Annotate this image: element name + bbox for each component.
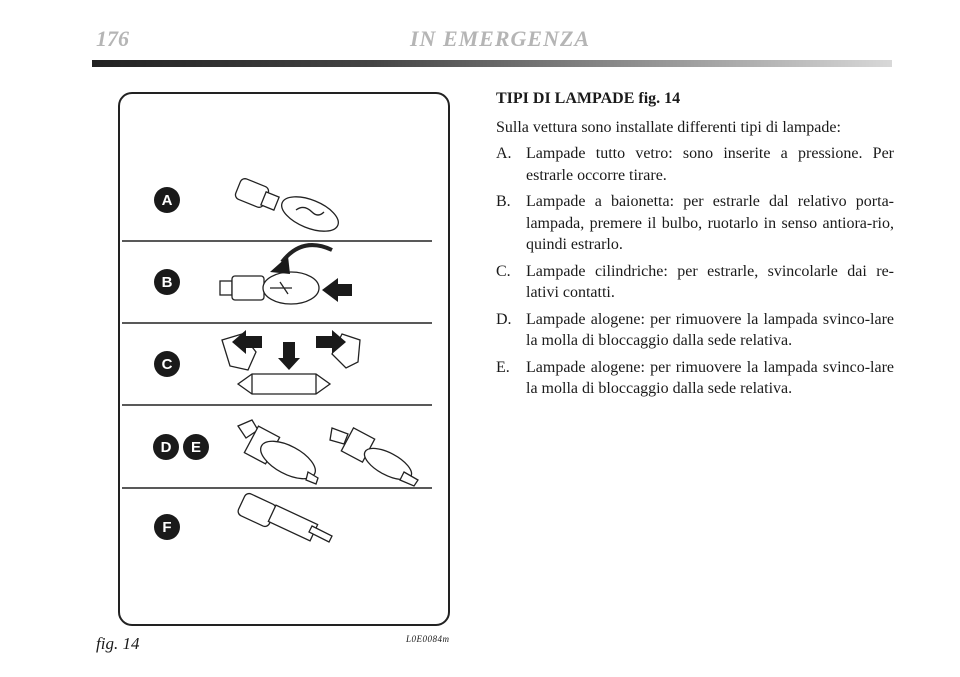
- list-item-label: D.: [496, 310, 512, 328]
- label-d-badge: [153, 434, 179, 460]
- label-b: B: [161, 274, 173, 291]
- bulb-a-wedge-icon: [234, 177, 343, 238]
- label-a: A: [161, 192, 173, 209]
- label-e-badge: [183, 434, 209, 460]
- page-number: 176: [96, 26, 129, 51]
- list-item-label: A.: [496, 145, 512, 162]
- bulb-e-halogen-icon: [330, 428, 418, 486]
- list-item: [496, 143, 894, 186]
- label-e: E: [190, 439, 202, 456]
- figure-frame: [118, 92, 450, 626]
- list-item-label: C.: [496, 262, 511, 280]
- figure-caption: fig. 14: [96, 634, 140, 653]
- push-arrow-icon: [322, 278, 338, 302]
- rotate-arrow-icon: [282, 245, 332, 262]
- header-rule: [92, 60, 892, 67]
- list-item: [496, 191, 894, 256]
- bulb-f-xenon-icon: [237, 492, 332, 542]
- list-item-label: E.: [496, 358, 510, 376]
- label-f-badge: [154, 514, 180, 540]
- section-title: IN EMERGENZA: [410, 26, 591, 51]
- label-a-badge: [154, 187, 180, 213]
- list-item: [496, 309, 894, 352]
- list-item-text: Lampade tutto vetro: sono inserite a pressione. Per estrarle occorre tirare.: [526, 145, 894, 184]
- list-item: [496, 357, 894, 400]
- label-d: D: [160, 439, 172, 456]
- list-item-text: Lampade alogene: per rimuovere la lampada svinco-lare la molla di bloccaggio dalla sede relativa.: [526, 310, 894, 349]
- bulb-b-bayonet-icon: [220, 272, 319, 304]
- label-f: F: [162, 519, 172, 536]
- label-c-badge: [154, 351, 180, 377]
- list-item: [496, 261, 894, 304]
- list-item-label: B.: [496, 193, 511, 210]
- list-item-text: Lampade a baionetta: per estrarle dal relativo porta-lampada, premere il bulbo, ruotarlo in senso antiora-rio, quindi estrarlo.: [526, 193, 894, 253]
- arrow-down-icon: [278, 358, 300, 370]
- content-column: [496, 88, 894, 405]
- list-item-text: Lampade cilindriche: per estrarle, svincolarle dai re-lativi contatti.: [526, 262, 894, 301]
- label-b-badge: [154, 269, 180, 295]
- label-c: C: [161, 356, 173, 373]
- content-intro: Sulla vettura sono installate differenti tipi di lampade:: [496, 118, 841, 136]
- figure-code: L0E0084m: [406, 634, 450, 644]
- bulb-types-illustration: [120, 94, 452, 628]
- bulb-d-halogen-icon: [238, 420, 321, 486]
- content-title: TIPI DI LAMPADE fig. 14: [496, 90, 681, 107]
- list-item-text: Lampade alogene: per rimuovere la lampada svinco-lare la molla di bloccaggio dalla sede relativa.: [526, 358, 894, 397]
